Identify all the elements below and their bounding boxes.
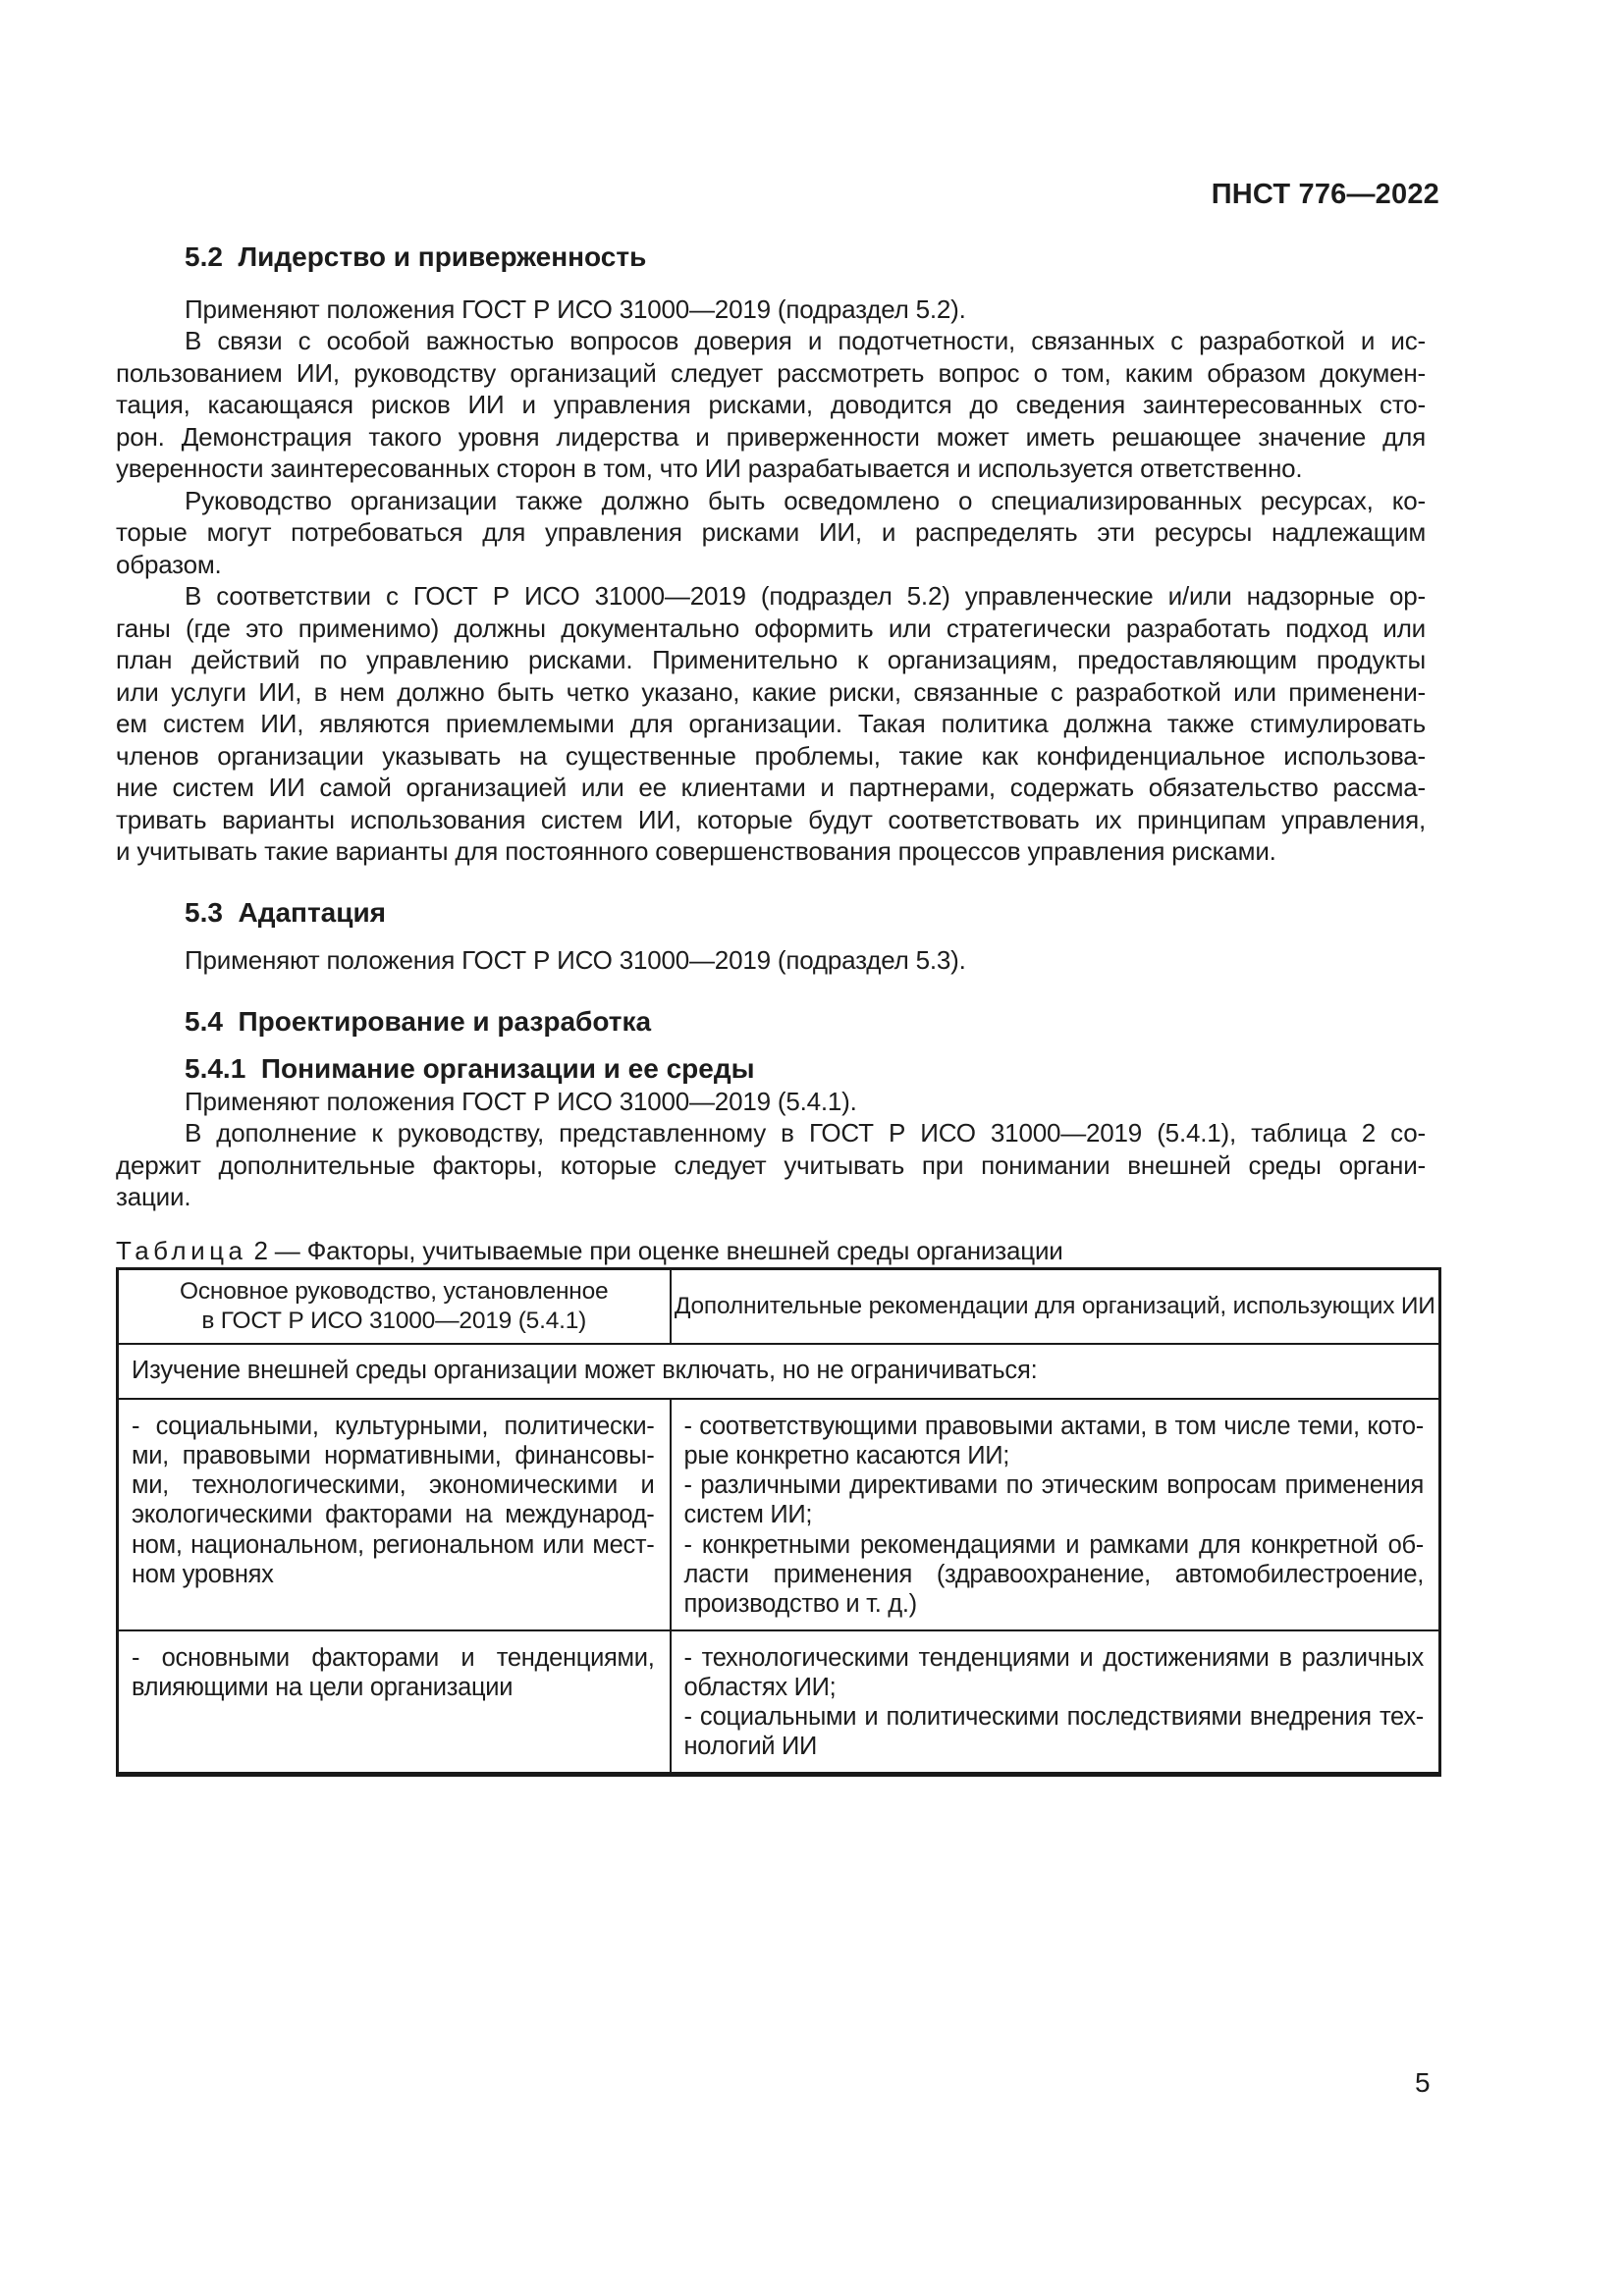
paragraph-line: держит дополнительные факторы, которые следует учитывать при понимании внешней среды органи- — [116, 1149, 1426, 1180]
paragraph — [116, 1086, 1426, 1118]
table-cell-line: ми, технологическими, экономическими и — [132, 1471, 655, 1500]
paragraph-line: пользованием ИИ, руководству организаций следует рассмотреть вопрос о том, каким образом докумен- — [116, 357, 1426, 388]
paragraph-line: зации. — [116, 1182, 191, 1211]
paragraph-line: торые могут потребоваться для управления рисками ИИ, и распределять эти ресурсы надлежащим — [116, 517, 1426, 547]
table-cell-line: экологическими факторами на международ- — [132, 1501, 655, 1529]
table-cell-line: - соответствующими правовыми актами, в том числе теми, кото- — [683, 1412, 1424, 1440]
table-cell-line: ном, национальном, региональном или мест- — [132, 1530, 655, 1559]
table-cell-line: ном уровнях — [132, 1560, 274, 1588]
section-5-4-1-heading: 5.4.1 Понимание организации и ее среды — [185, 1053, 755, 1084]
table-cell-line: производство и т. д.) — [683, 1590, 917, 1619]
table-cell — [118, 1630, 671, 1775]
paragraph-line: тация, касающаяся рисков ИИ и управления рисками, доводится до сведения заинтересованных сто- — [116, 390, 1426, 419]
paragraph-line: Применяют положения ГОСТ Р ИСО 31000—2019 (подраздел 5.2). — [185, 294, 966, 324]
section-5-4-heading: 5.4 Проектирование и разработка — [185, 1005, 652, 1037]
paragraph — [116, 580, 1426, 868]
table-cell-line: рые конкретно касаются ИИ; — [683, 1441, 1010, 1469]
table-row — [118, 1630, 1440, 1775]
table-cell-line: областях ИИ; — [683, 1673, 837, 1701]
table-row — [118, 1399, 1440, 1630]
table-caption-label: Таблица — [116, 1235, 247, 1265]
paragraph-line: В дополнение к руководству, представленному в ГОСТ Р ИСО 31000—2019 (5.4.1), таблица 2 со- — [185, 1118, 1426, 1148]
paragraph-line: ганы (где это применимо) должны документально оформить или стратегически разработать подход или — [116, 613, 1426, 643]
table-cell-line: нологий ИИ — [683, 1733, 818, 1761]
document-code: ПНСТ 776—2022 — [1211, 179, 1439, 210]
paragraph-line: ем систем ИИ, являются приемлемыми для организации. Такая политика должна также стимулировать — [116, 709, 1426, 738]
table-cell-line: систем ИИ; — [683, 1501, 813, 1529]
paragraph-line: уверенности заинтересованных сторон в том, что ИИ разрабатывается и используется ответственно. — [116, 454, 1303, 483]
paragraph-line: и учитывать такие варианты для постоянного совершенствования процессов управления рисками. — [116, 836, 1276, 866]
table-cell — [671, 1630, 1440, 1775]
paragraph — [116, 1117, 1426, 1213]
table-header-line: Дополнительные рекомендации для организаций, использующих ИИ — [674, 1292, 1435, 1319]
table-cell-line: ми, правовыми нормативными, финансовы- — [132, 1441, 655, 1469]
paragraph — [116, 294, 1426, 326]
table-header-row — [118, 1268, 1440, 1344]
table-cell-line: - основными факторами и тенденциями, — [132, 1643, 655, 1672]
factors-table — [116, 1267, 1441, 1777]
paragraph-line: Руководство организации также должно быть осведомлено о специализированных ресурсах, ко- — [185, 485, 1426, 515]
table-cell — [671, 1399, 1440, 1630]
table-cell-line: - различными директивами по этическим вопросам применения — [683, 1471, 1424, 1500]
paragraph-line: В соответствии с ГОСТ Р ИСО 31000—2019 (подраздел 5.2) управленческие и/или надзорные ор- — [185, 581, 1426, 611]
section-5-3-heading: 5.3 Адаптация — [185, 896, 387, 928]
section-5-2-heading: 5.2 Лидерство и приверженность — [185, 241, 647, 272]
table-cell-line: ласти применения (здравоохранение, автомобилестроение, — [683, 1560, 1424, 1588]
paragraph — [116, 325, 1426, 485]
table-cell-line: влияющими на цели организации — [132, 1673, 514, 1701]
paragraph — [116, 485, 1426, 581]
paragraph-line: членов организации указывать на существенные проблемы, такие как конфиденциальное использова- — [116, 740, 1426, 771]
table-span-cell: Изучение внешней среды организации может включать, но не ограничиваться: — [118, 1344, 1440, 1399]
table-caption-text: Факторы, учитываемые при оценке внешней среды организации — [306, 1235, 1063, 1265]
table-cell-line: - социальными, культурными, политически- — [132, 1412, 655, 1440]
page-number: 5 — [1415, 2067, 1431, 2098]
table-header-line: Основное руководство, установленное — [179, 1277, 609, 1305]
table-header-line: в ГОСТ Р ИСО 31000—2019 (5.4.1) — [201, 1307, 587, 1334]
table-caption — [116, 1235, 1441, 1267]
table-cell — [118, 1399, 671, 1630]
page-content — [116, 241, 1441, 1777]
table-cell-line: - социальными и политическими последствиями внедрения тех- — [683, 1703, 1424, 1732]
table-header-cell — [671, 1268, 1440, 1344]
paragraph-line: Применяют положения ГОСТ Р ИСО 31000—2019 (подраздел 5.3). — [185, 945, 966, 975]
table-cell-line: - технологическими тенденциями и достижениями в различных — [683, 1643, 1424, 1672]
paragraph — [116, 944, 1426, 977]
paragraph-line: Применяют положения ГОСТ Р ИСО 31000—2019 (5.4.1). — [185, 1086, 857, 1116]
table-span-row — [118, 1344, 1440, 1399]
paragraph-line: В связи с особой важностью вопросов доверия и подотчетности, связанных с разработкой и ис- — [185, 326, 1426, 355]
paragraph-line: ние систем ИИ самой организацией или ее клиентами и партнерами, содержать обязательство рассма- — [116, 773, 1426, 802]
table-cell-line: - конкретными рекомендациями и рамками для конкретной об- — [683, 1530, 1424, 1559]
paragraph-line: рон. Демонстрация такого уровня лидерства и приверженности может иметь решающее значение для — [116, 421, 1426, 452]
table-caption-text: 2 — — [246, 1235, 307, 1265]
paragraph-line: план действий по управлению рисками. Применительно к организациям, предоставляющим продукты — [116, 645, 1426, 674]
paragraph-line: или услуги ИИ, в нем должно быть четко указано, какие риски, связанные с разработкой или применени- — [116, 676, 1426, 707]
paragraph-line: тривать варианты использования систем ИИ, которые будут соответствовать их принципам управления, — [116, 804, 1426, 834]
table-header-cell — [118, 1268, 671, 1344]
paragraph-line: образом. — [116, 549, 222, 579]
